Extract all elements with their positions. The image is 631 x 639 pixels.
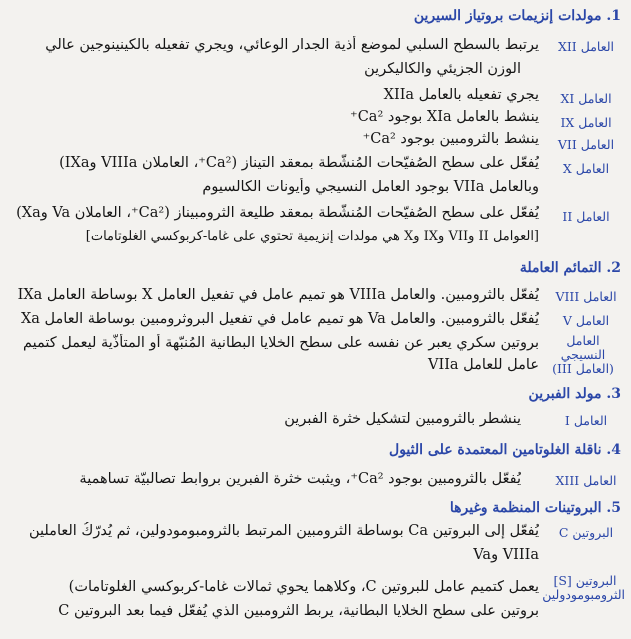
section-title: 5. البروتينات المنظمة وغيرها	[449, 500, 621, 516]
description-line: يجري تفعيله بالعامل XIIa	[383, 87, 539, 103]
description-line: يرتبط بالسطح السلبي لموضع أذية الجدار الوعائي، ويجري تفعيله بالكينينوجين عالي	[45, 37, 539, 53]
factor-label: العامل V	[562, 313, 610, 328]
description-line: ينشطر بالثرومبين لتشكيل خثرة الفبرين	[284, 411, 521, 427]
description-line: ينشط بالعامل XIa بوجود Ca²⁺	[350, 109, 539, 125]
description-line: يُفعّل إلى البروتين Ca بوساطة الثرومبين المرتبط بالثرومبومودولين، ثم يُدرّكُ العاملين	[28, 523, 539, 539]
description-line: VIIIa وVa	[473, 547, 539, 563]
description-line: يُفعّل بالثرومبين. والعامل Va هو تميم عامل في تفعيل البروثرومبين بوساطة العامل Xa	[20, 311, 539, 327]
description-line: يعمل كتميم عامل للبروتين C، وكلاهما يحوي ثمالات غاما-كربوكسي الغلوتامات)	[68, 579, 539, 595]
section-title: 4. ناقلة الغلوتامين المعتمدة على الثيول	[389, 442, 621, 458]
description-line: [العوامل II وVII وIX وX هي مولدات إنزيمية تحتوي على غاما-كربوكسي الغلوتامات]	[85, 229, 539, 244]
description-line: عامل للعامل VIIa	[428, 357, 539, 373]
factor-label: العامل XII	[557, 39, 615, 54]
factor-label: العامل IX	[560, 115, 612, 130]
section-title: 2. التمائم العاملة	[519, 260, 621, 276]
factor-label: العامل X	[562, 161, 610, 176]
description-line: بروتين على سطح الخلايا البطانية، يربط الثرومبين الذي يُفعّل فيما بعد البروتين C	[58, 603, 539, 619]
factor-label: العامل النسيجي (العامل III)	[552, 333, 614, 376]
factor-label: البروتين C	[558, 525, 614, 540]
section-title: 1. مولدات إنزيمات بروتياز السيرين	[413, 8, 621, 24]
description-line: يُفعّل بالثرومبين. والعامل VIIIa هو تميم عامل في تفعيل العامل X بوساطة العامل IXa	[17, 287, 539, 303]
factor-label: العامل VIII	[555, 289, 617, 304]
factor-label: العامل VII	[557, 137, 615, 152]
description-line: وبالعامل VIIa بوجود العامل النسيجي وأيونات الكالسيوم	[202, 179, 539, 195]
description-line: الوزن الجزيئي والكاليكرين	[364, 61, 521, 77]
factor-label: العامل II	[562, 209, 610, 224]
description-line: يُفعّل على سطح الصُفيّحات المُنشّطة بمعقد التيناز (Ca²⁺، العاملان VIIIa وIXa)	[59, 155, 539, 171]
factor-label: العامل I	[564, 413, 608, 428]
factor-label: البروتين [S] الثرومبومودولين	[542, 573, 625, 602]
description-line: بروتين سكري يعبر عن نفسه على سطح الخلايا البطانية المُنبّهة أو المتأذّية ليعمل كتميم	[22, 335, 539, 351]
section-title: 3. مولد الفبرين	[528, 386, 621, 402]
description-line: يُفعّل على سطح الصُفيّحات المُنشّطة بمعقد طليعة الثرومبيناز (Ca²⁺، العاملان Va وXa)	[16, 205, 539, 221]
factor-label: العامل XIII	[555, 473, 617, 488]
description-line: يُفعّل بالثرومبين بوجود Ca²⁺، ويثبت خثرة الفبرين بروابط تصالبيّة تساهمية	[79, 471, 521, 487]
factor-label: العامل XI	[560, 91, 612, 106]
description-line: ينشط بالثرومبين بوجود Ca²⁺	[362, 131, 539, 147]
